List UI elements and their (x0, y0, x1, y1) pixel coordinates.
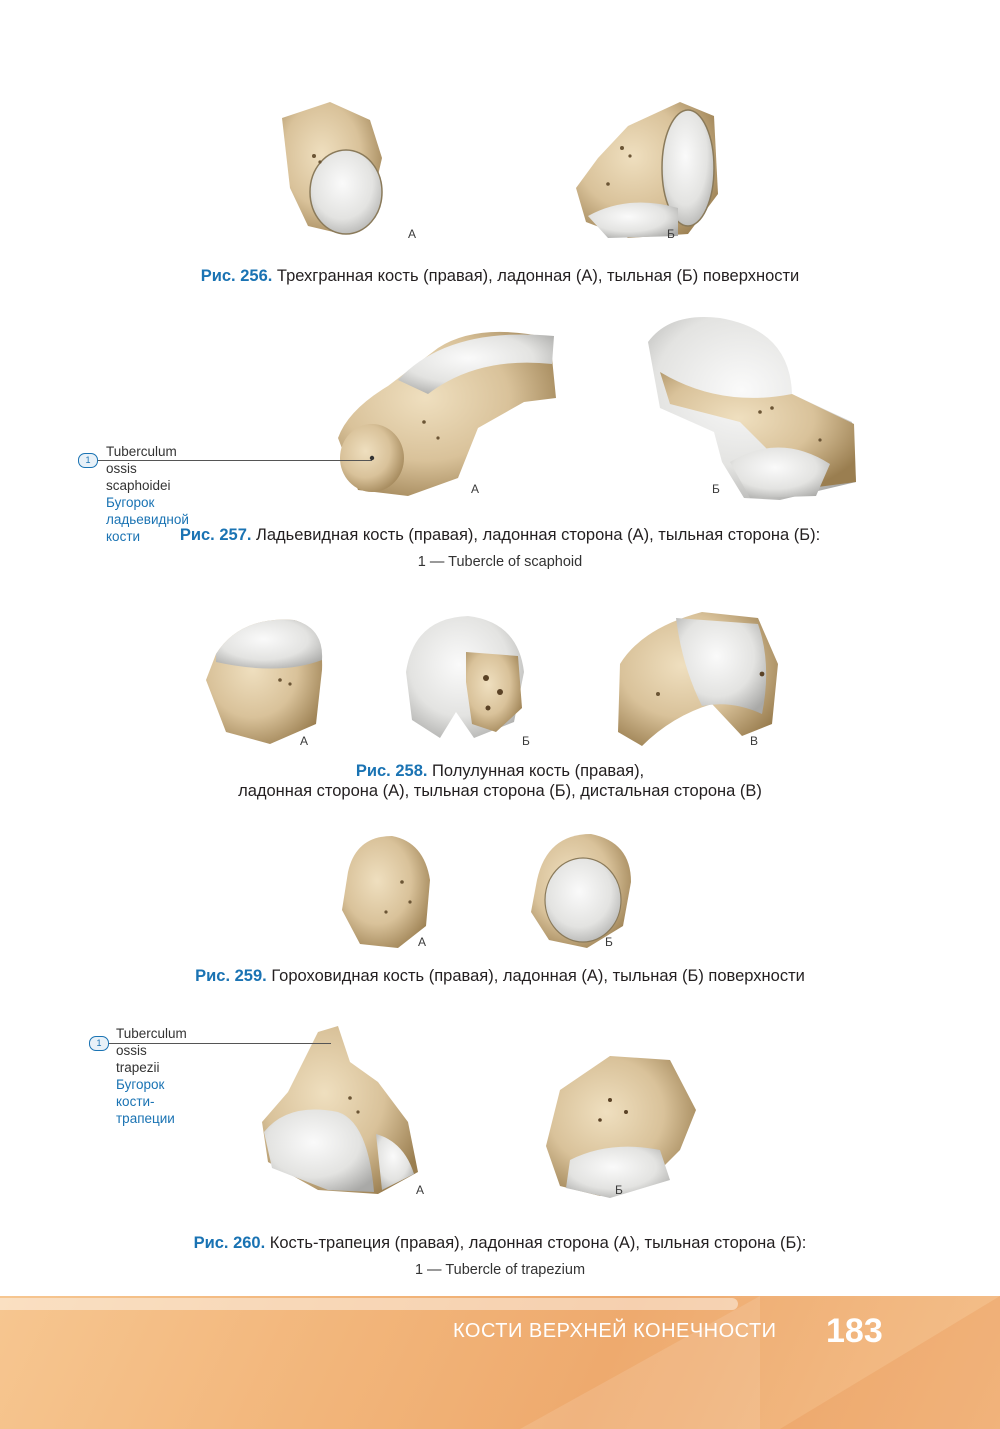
figure-number: Рис. 257. (179, 526, 252, 544)
callout-text (116, 1025, 187, 1127)
legend-text: — Tubercle of trapezium (423, 1262, 586, 1278)
figure-number: Рис. 260. (193, 1234, 266, 1252)
view-label-c: В (750, 734, 759, 748)
pisiform-palmar-illustration (336, 832, 434, 950)
view-label-a: А (418, 935, 427, 949)
lunate-palmar-illustration (200, 614, 328, 746)
legend-number: 1 (417, 554, 426, 570)
triquetrum-dorsal-illustration (568, 98, 728, 243)
caption-text: Кость-трапеция (правая), ладонная сторона (А), тыльная сторона (Б): (265, 1234, 807, 1252)
trapezium-palmar-illustration (258, 1022, 426, 1198)
page-number: 183 (826, 1312, 883, 1350)
triquetrum-palmar-illustration (270, 98, 420, 240)
callout-russian: Бугорок кости-трапеции (116, 1077, 175, 1126)
caption-line-1: Полулунная кость (правая), (427, 762, 645, 780)
view-label-b: Б (522, 734, 530, 748)
view-label-b: Б (615, 1183, 623, 1197)
figure-260-legend (0, 1262, 1000, 1278)
figure-259-caption (0, 966, 1000, 986)
lunate-distal-illustration (612, 604, 782, 750)
view-label-a: А (416, 1183, 425, 1197)
callout-number-badge: 1 (89, 1036, 109, 1051)
scaphoid-palmar-illustration (328, 318, 558, 500)
view-label-a: А (300, 734, 309, 748)
callout-number-badge: 1 (78, 453, 98, 468)
section-title: КОСТИ ВЕРХНЕЙ КОНЕЧНОСТИ (453, 1320, 777, 1342)
view-label-b: Б (712, 482, 720, 496)
callout-latin: Tuberculum ossis scaphoidei (106, 444, 177, 493)
footer-decor (780, 1296, 1000, 1429)
caption-text: Ладьевидная кость (правая), ладонная сторона (А), тыльная сторона (Б): (251, 526, 821, 544)
legend-number: 1 (414, 1262, 424, 1278)
scaphoid-dorsal-illustration (640, 312, 860, 502)
figure-number: Рис. 256. (200, 267, 273, 285)
trapezium-dorsal-illustration (540, 1050, 700, 1200)
caption-text: Трехгранная кость (правая), ладонная (А), тыльная (Б) поверхности (272, 267, 800, 285)
figure-260-caption (0, 1233, 1000, 1253)
figure-257-caption (0, 525, 1000, 545)
view-label-b: Б (605, 935, 613, 949)
pisiform-dorsal-illustration (527, 830, 635, 950)
figure-256-caption (0, 266, 1000, 286)
figure-257-legend (0, 554, 1000, 570)
callout-russian: Бугорок ладьевидной кости (106, 495, 189, 544)
view-label-a: А (408, 227, 417, 241)
callout-latin: Tuberculum ossis trapezii (116, 1026, 187, 1075)
caption-line-2: ладонная сторона (А), тыльная сторона (Б), дистальная сторона (В) (238, 782, 762, 800)
figure-258-caption (0, 761, 1000, 801)
view-label-a: А (471, 482, 480, 496)
footer-decor (520, 1296, 760, 1429)
view-label-b: Б (667, 227, 675, 241)
figure-number: Рис. 258. (355, 762, 428, 780)
lunate-dorsal-illustration (400, 612, 528, 742)
legend-text: — Tubercle of scaphoid (425, 554, 583, 570)
figure-number: Рис. 259. (195, 967, 267, 985)
caption-text: Гороховидная кость (правая), ладонная (А), тыльная (Б) поверхности (266, 967, 805, 985)
